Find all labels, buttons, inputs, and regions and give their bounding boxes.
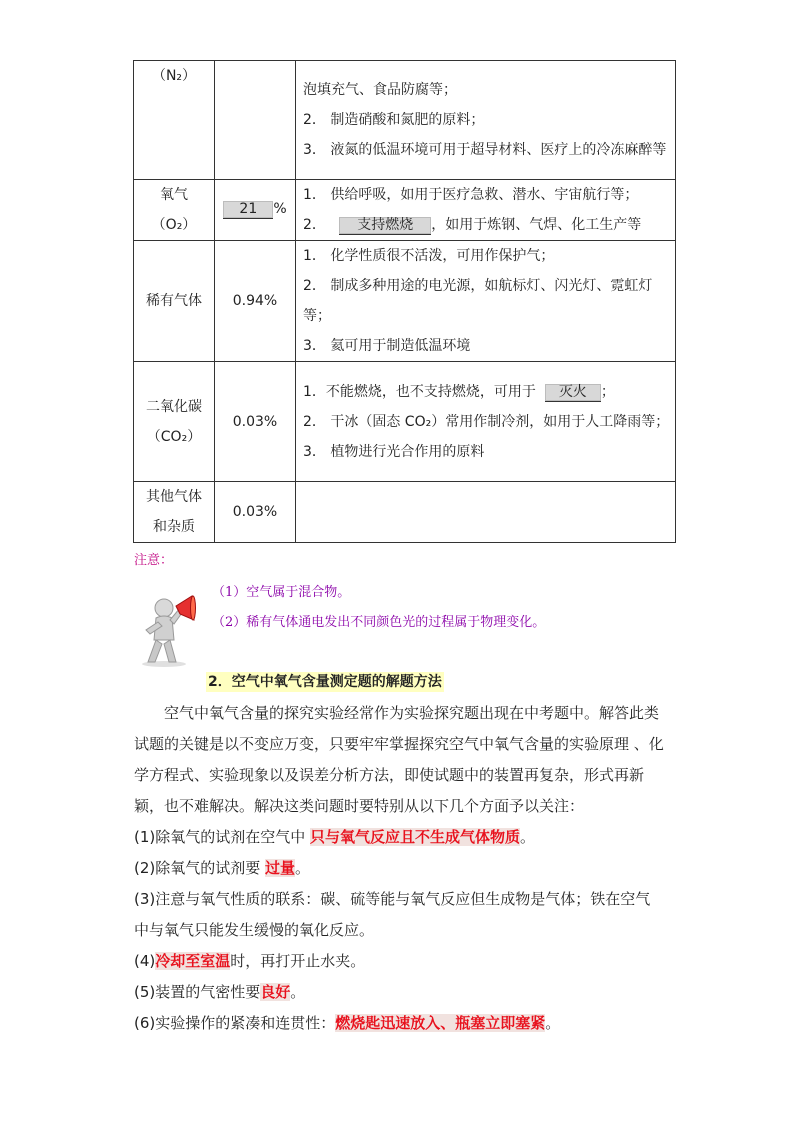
table-row-nitrogen <box>134 61 676 180</box>
point-text: 时，再打开止水夹。 <box>230 952 366 970</box>
use-line: 泡填充气、食品防腐等； <box>303 82 457 98</box>
gas-percent-cell <box>215 61 296 180</box>
gas-percent-cell <box>215 482 296 543</box>
air-composition-table <box>133 60 676 543</box>
gas-name: 稀有气体 <box>146 293 202 309</box>
key-answer: 过量 <box>265 859 296 877</box>
key-answer: 良好 <box>260 983 291 1001</box>
fill-in-blank[interactable]: 灭火 <box>545 384 601 402</box>
gas-name-n2: （N₂） <box>151 68 197 84</box>
note-item: （2）稀有气体通电发出不同颜色光的过程属于物理变化。 <box>212 615 546 630</box>
use-line: 3． 植物进行光合作用的原料 <box>303 443 485 460</box>
use-line: 3． 液氮的低温环境可用于超导材料、医疗上的冷冻麻醉等 <box>303 142 667 158</box>
fill-in-blank[interactable]: 21 <box>223 201 273 219</box>
use-line: 2． 干冰（固态 CO₂）常用作制冷剂，如用于人工降雨等； <box>303 413 670 430</box>
point-text: 。 <box>520 828 536 846</box>
use-line: 3． 氦可用于制造低温环境 <box>303 338 471 354</box>
gas-formula: （CO₂） <box>146 428 202 445</box>
gas-name: 二氧化碳 <box>146 398 202 415</box>
gas-uses-cell <box>296 482 676 543</box>
point-6 <box>134 1008 664 1039</box>
gas-uses-cell <box>296 61 676 180</box>
gas-name-cell <box>134 180 215 241</box>
gas-uses-cell <box>296 180 676 241</box>
gas-name-cell <box>134 362 215 482</box>
use-line: 2． 制成多种用途的电光源，如航标灯、闪光灯、霓虹灯等； <box>303 278 653 324</box>
point-text: (5)装置的气密性要 <box>134 983 261 1001</box>
key-answer: 冷却至室温 <box>155 952 231 970</box>
gas-name-cell <box>134 482 215 543</box>
point-text: 。 <box>290 983 306 1001</box>
use-line: 1． 化学性质很不活泼，可用作保护气； <box>303 248 555 264</box>
key-answer: 燃烧匙迅速放入、瓶塞立即塞紧 <box>335 1014 546 1032</box>
gas-formula: （O₂） <box>151 217 197 233</box>
point-4 <box>134 946 664 977</box>
gas-name-cell <box>134 241 215 362</box>
note-item: （1）空气属于混合物。 <box>212 585 351 600</box>
point-text: (1)除氧气的试剂在空气中 <box>134 828 311 846</box>
table-row-other-gases <box>134 482 676 543</box>
point-1 <box>134 822 664 853</box>
use-number: 2． <box>303 217 326 233</box>
use-text: ； <box>600 383 615 400</box>
megaphone-person-icon <box>134 594 196 668</box>
gas-name-cell <box>134 61 215 180</box>
point-text: 。 <box>545 1014 561 1032</box>
table-row-oxygen <box>134 180 676 241</box>
gas-percent: 0.03% <box>232 413 278 430</box>
table-row-rare-gases <box>134 241 676 362</box>
gas-uses-cell <box>296 362 676 482</box>
point-2 <box>134 853 664 884</box>
use-text: ，如用于炼钢、气焊、化工生产等 <box>431 217 642 233</box>
point-text: 。 <box>295 859 311 877</box>
table-row-carbon-dioxide <box>134 362 676 482</box>
gas-percent-cell <box>215 180 296 241</box>
use-text: 1．不能燃烧，也不支持燃烧，可用于 <box>303 383 536 400</box>
gas-percent-cell <box>215 241 296 362</box>
note-label: 注意： <box>134 553 174 568</box>
gas-name: 其他气体 <box>146 489 202 505</box>
gas-uses-cell <box>296 241 676 362</box>
point-text: (6)实验操作的紧凑和连贯性： <box>134 1014 336 1032</box>
gas-name: 氧气 <box>160 187 188 203</box>
point-3: (3)注意与氧气性质的联系：碳、硫等能与氧气反应但生成物是气体；铁在空气中与氧气只能发生缓慢的氧化反应。 <box>134 890 651 939</box>
point-text: (2)除氧气的试剂要 <box>134 859 266 877</box>
percent-unit: % <box>273 201 287 217</box>
use-line: 2． 制造硝酸和氮肥的原料； <box>303 112 485 128</box>
gas-percent-cell <box>215 362 296 482</box>
point-5 <box>134 977 664 1008</box>
use-line: 1． 供给呼吸，如用于医疗急救、潜水、宇宙航行等； <box>303 187 639 203</box>
key-answer: 只与氧气反应且不生成气体物质 <box>310 828 521 846</box>
intro-paragraph: 空气中氧气含量的探究实验经常作为实验探究题出现在中考题中。解答此类试题的关键是以不变应万变，只要牢牢掌握探究空气中氧气含量的实验原理 、化学方程式、实验现象以及误差分析方法，即使试题中的装置再复杂，形式再新颖，也不难解决。解决这类问题时要特别从以下几个方面予以关注： <box>134 704 664 815</box>
gas-percent: 0.94% <box>232 293 278 309</box>
section-title: 2．空气中氧气含量测定题的解题方法 <box>208 674 442 690</box>
use-line <box>303 377 671 407</box>
use-line <box>303 210 671 240</box>
point-text: (4) <box>134 952 156 970</box>
gas-name: 和杂质 <box>153 519 195 535</box>
fill-in-blank[interactable]: 支持燃烧 <box>339 217 431 235</box>
gas-percent: 0.03% <box>232 504 278 520</box>
